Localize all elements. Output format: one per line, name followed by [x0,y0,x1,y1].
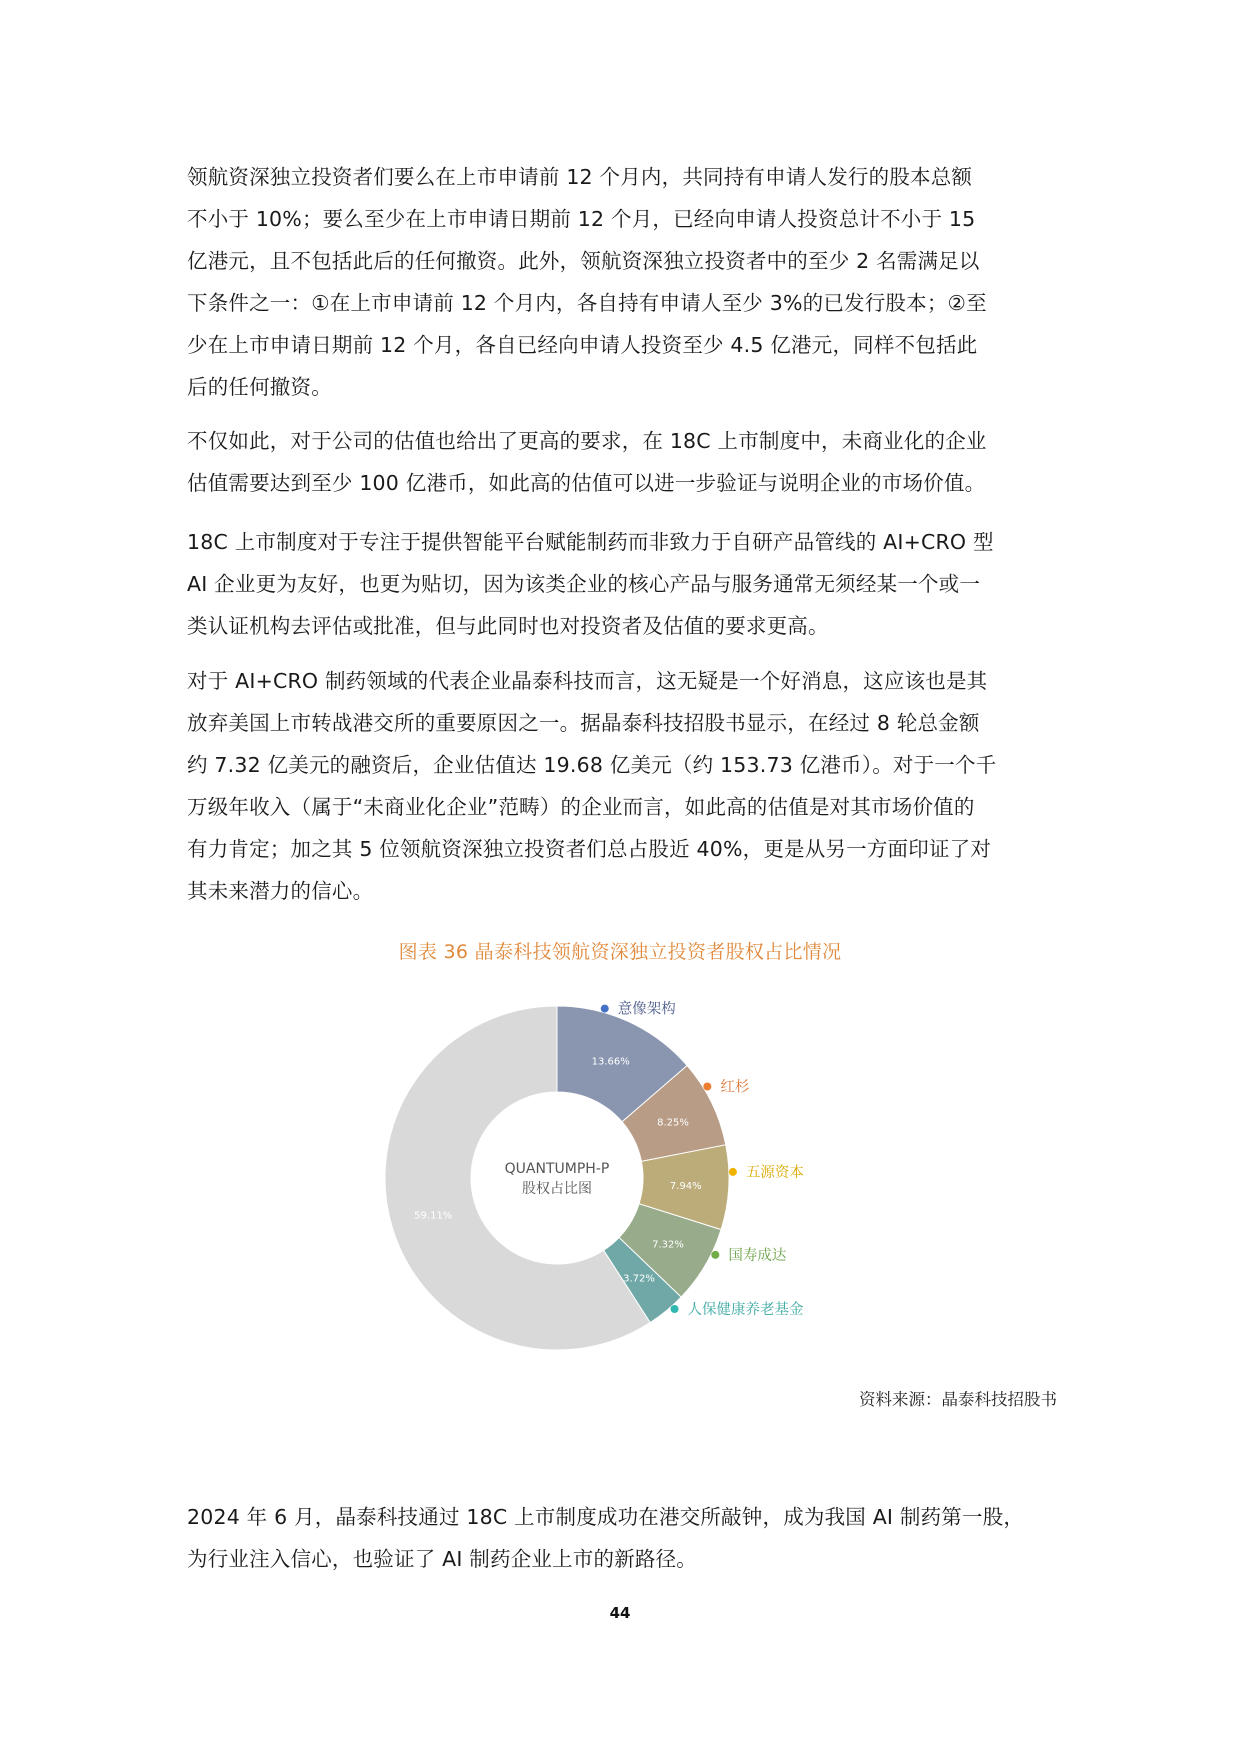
text-line: 约 7.32 亿美元的融资后，企业估值达 19.68 亿美元（约 153.73 亿港币）。对于一个千 [187,753,997,777]
page-number: 44 [609,1604,631,1622]
text-line: 放弃美国上市转战港交所的重要原因之一。据晶泰科技招股书显示，在经过 8 轮总金额 [187,711,980,735]
text-line: 不仅如此，对于公司的估值也给出了更高的要求，在 18C 上市制度中，未商业化的企业 [187,429,987,453]
legend-label: 人保健康养老基金 [687,1301,804,1318]
text-line: 后的任何撤资。 [187,375,332,399]
legend-marker [729,1168,737,1176]
slices-group [385,1006,729,1350]
center-label-line-2: 股权占比图 [522,1181,592,1197]
text-line: 下条件之一：①在上市申请前 12 个月内，各自持有申请人至少 3%的已发行股本；②至 [187,291,987,315]
text-line: 类认证机构去评估或批准，但与此同时也对投资者及估值的要求更高。 [187,614,829,638]
slice-value-label: 59.11% [414,1210,453,1222]
legend-label: 国寿成达 [728,1247,787,1264]
legend-label: 意像架构 [617,1001,676,1018]
donut-chart [360,990,880,1370]
legend-marker [671,1305,679,1313]
text-line: 2024 年 6 月，晶泰科技通过 18C 上市制度成功在港交所敲钟，成为我国 AI 制药第一股， [187,1505,1025,1529]
text-line: 18C 上市制度对于专注于提供智能平台赋能制药而非致力于自研产品管线的 AI+CRO 型 [187,530,994,554]
legend-marker [601,1005,609,1013]
legend-marker [703,1083,711,1091]
text-line: AI 企业更为友好，也更为贴切，因为该类企业的核心产品与服务通常无须经某一个或一 [187,572,981,596]
text-line: 亿港元，且不包括此后的任何撤资。此外，领航资深独立投资者中的至少 2 名需满足以 [187,249,980,273]
figure-source: 资料来源：晶泰科技招股书 [859,1390,1057,1409]
text-line: 估值需要达到至少 100 亿港币，如此高的估值可以进一步验证与说明企业的市场价值。 [187,471,986,495]
slice-value-label: 8.25% [657,1117,689,1129]
center-label-line-1: QUANTUMPH-P [504,1161,610,1177]
text-line: 不小于 10%；要么至少在上市申请日期前 12 个月，已经向申请人投资总计不小于 15 [187,207,976,231]
slice-value-label: 7.94% [669,1181,702,1193]
legend-label: 五源资本 [745,1164,804,1181]
text-line: 为行业注入信心，也验证了 AI 制药企业上市的新路径。 [187,1547,698,1571]
paragraph-investor-requirements [187,156,1057,408]
text-line: 对于 AI+CRO 制药领域的代表企业晶泰科技而言，这无疑是一个好消息，这应该也是其 [187,669,988,693]
text-line: 有力肯定；加之其 5 位领航资深独立投资者们总占股近 40%，更是从另一方面印证了对 [187,837,992,861]
slice-value-label: 3.72% [623,1273,655,1285]
paragraph-valuation-requirement [187,420,1057,504]
text-line: 领航资深独立投资者们要么在上市申请前 12 个月内，共同持有申请人发行的股本总额 [187,165,973,189]
text-line: 少在上市申请日期前 12 个月，各自已经向申请人投资至少 4.5 亿港元，同样不包括此 [187,333,978,357]
paragraph-18c-friendly [187,521,1057,647]
donut-chart-svg [360,990,880,1370]
text-line: 万级年收入（属于“未商业化企业”范畴）的企业而言，如此高的估值是对其市场价值的 [187,795,975,819]
legend-label: 红杉 [720,1079,750,1096]
text-line: 其未来潜力的信心。 [187,879,374,903]
slice-value-label: 7.32% [652,1239,684,1251]
figure-caption: 图表 36 晶泰科技领航资深独立投资者股权占比情况 [398,941,842,963]
paragraph-xtalpi-valuation [187,660,1057,912]
legend-marker [711,1251,719,1259]
paragraph-ipo-listing [187,1496,1057,1580]
slice-value-label: 13.66% [591,1056,630,1068]
